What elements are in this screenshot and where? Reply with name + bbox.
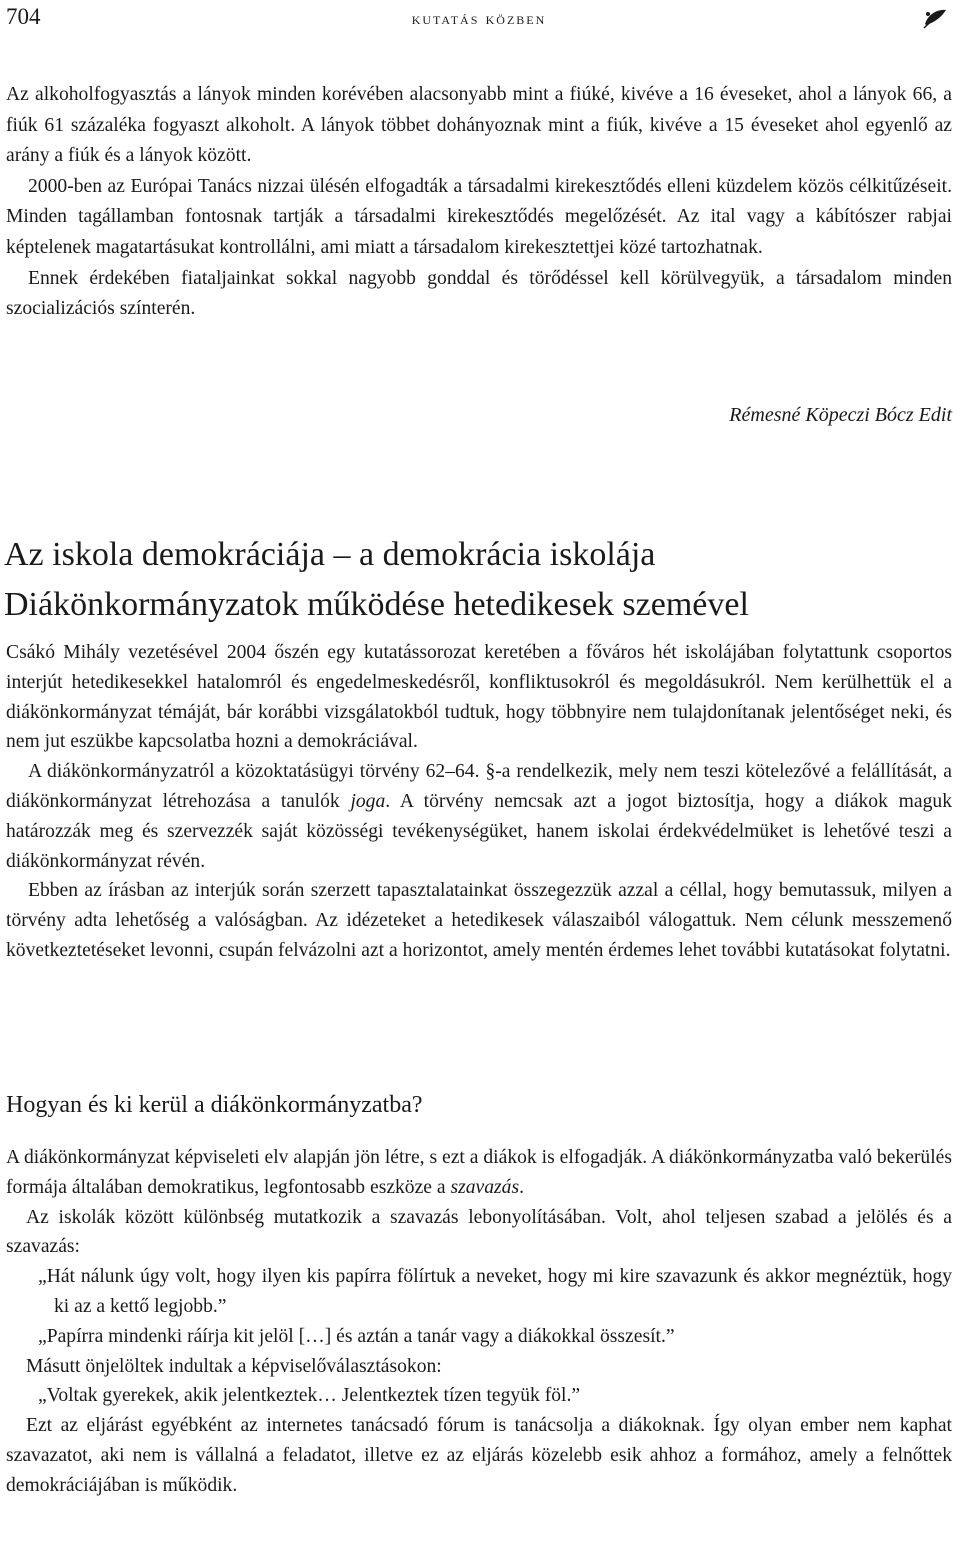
paragraph: Ezt az eljárást egyébként az internetes tanácsadó fórum is tanácsolja a diákoknak. Így olyan ember nem kaphat szavazatot, aki nem is vállalná a feladatot, illetve ez az eljárás közelebb esik ahhoz a formához, amely a felnőttek demokráciájában is működik. — [6, 1415, 952, 1496]
article-subtitle: Diákönkormányzatok működése hetedikesek szemével — [4, 586, 749, 623]
author-signature: Rémesné Köpeczi Bócz Edit — [729, 404, 952, 426]
paragraph: Ennek érdekében fiataljainkat sokkal nagyobb gonddal és törődéssel kell körülvegyük, a társadalom minden szocializációs színterén. — [6, 267, 952, 320]
paragraph: Másutt önjelöltek indultak a képviselőválasztásokon: — [26, 1355, 442, 1377]
section-continuation — [6, 80, 952, 325]
paragraph: 2000-ben az Európai Tanács nizzai ülésén elfogadták a társadalmi kirekesztődés elleni küzdelem közös célkitűzéseit. Minden tagállamban fontosnak tartják a társadalmi kirekesztődés megelőzését. Az ital vagy a kábítószer rabjai képtelenek magatartásukat kontrollálni, ami miatt a társadalom kirekesztettjei közé tartozhatnak. — [6, 175, 952, 258]
paragraph: Ebben az írásban az interjúk során szerzett tapasztalatainkat összegezzük azzal a céllal, hogy bemutassuk, milyen a törvény adta lehetőség a valóságban. Az idézeteket a hetedikesek válaszaiból válogattuk. Nem célunk messzemenő következtetéseket levonni, csupán felvázolni azt a horizontot, amely mentén érdemes lehet további kutatásokat folytatni. — [6, 880, 952, 961]
quote: „Hát nálunk úgy volt, hogy ilyen kis papírra fölírtuk a neveket, hogy mi kire szavazunk és akkor megnéztük, hogy ki az a kettő legjobb.” — [38, 1266, 952, 1317]
quote: „Voltak gyerekek, akik jelentkeztek… Jelentkeztek tízen tegyük föl.” — [38, 1385, 581, 1407]
emphasis: szavazás — [450, 1176, 520, 1198]
running-title: kutatás közben — [411, 9, 547, 28]
page-header — [6, 4, 952, 34]
paragraph: Csákó Mihály vezetésével 2004 őszén egy kutatássorozat keretében a főváros hét iskolájában folytattunk csoportos interjút hetedikesekkel hatalomról és engedelmeskedésről, konfliktusokról és megoldásukról. Nem kerülhettük el a diákönkormányzat témáját, bár korábbi vizsgálatokból tudtuk, hogy többnyire nem tulajdonítanak jelentőséget neki, és nem jut eszükbe kapcsolatba hozni a demokráciával. — [6, 642, 952, 753]
page-number: 704 — [6, 4, 41, 29]
article-title: Az iskola demokráciája – a demokrácia iskolája — [4, 536, 656, 573]
section-body — [6, 1143, 952, 1501]
leaf-ornament-icon — [922, 6, 948, 30]
emphasis: joga — [350, 790, 386, 812]
article-body — [6, 638, 952, 966]
paragraph: A diákönkormányzatról a közoktatásügyi törvény 62–64. §-a rendelkezik, mely nem teszi kötelezővé a felállítását, a diákönkormányzat létrehozása a tanulók joga. A törvény nemcsak azt a jogot biztosítja, hogy a diákok maguk határozzák meg és szervezzék saját közösségi tevékenységüket, hanem iskolai érdekvédelmüket is lehetővé teszi a diákönkormányzat révén. — [6, 761, 952, 872]
quote: „Papírra mindenki ráírja kit jelöl […] és aztán a tanár vagy a diákokkal összesít.” — [38, 1325, 675, 1347]
paragraph: Az alkoholfogyasztás a lányok minden korévében alacsonyabb mint a fiúké, kivéve a 16 éveseket, ahol a lányok 66, a fiúk 61 százaléka fogyaszt alkoholt. A lányok többet dohányoznak mint a fiúk, kivéve a 15 éveseket ahol egyenlő az arány a fiúk és a lányok között. — [6, 84, 952, 167]
paragraph: Az iskolák között különbség mutatkozik a szavazás lebonyolításában. Volt, ahol teljesen szabad a jelölés és a szavazás: — [6, 1206, 952, 1258]
section-heading: Hogyan és ki kerül a diákönkormányzatba? — [6, 1092, 423, 1118]
paragraph: A diákönkormányzat képviseleti elv alapján jön létre, s ezt a diákok is elfogadják. A diákönkormányzatba való bekerülés formája általában demokratikus, legfontosabb eszköze a szavazás. — [6, 1147, 952, 1198]
